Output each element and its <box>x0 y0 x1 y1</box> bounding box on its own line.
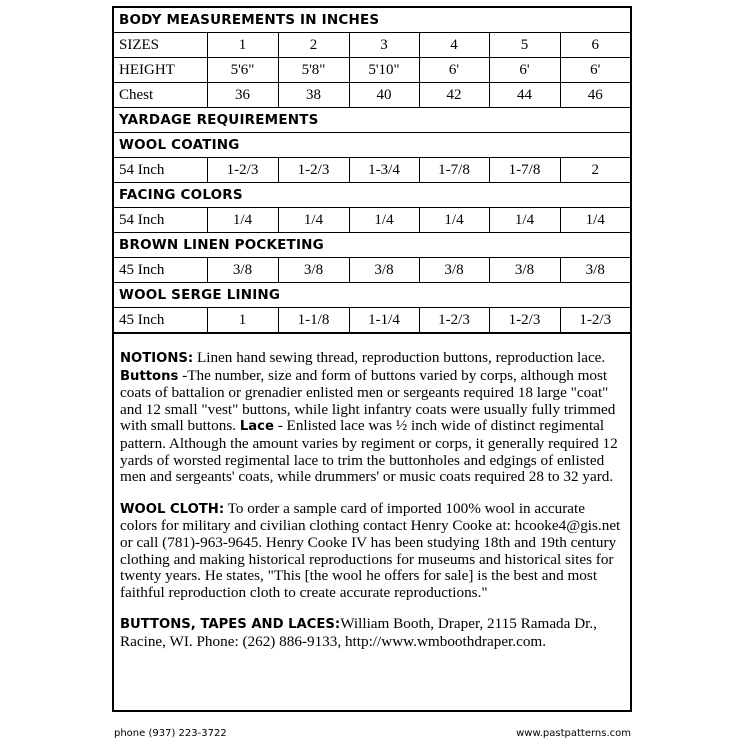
wool-serge-lining-heading: WOOL SERGE LINING <box>114 283 630 308</box>
table-cell: 38 <box>278 83 349 108</box>
table-cell: 46 <box>560 83 630 108</box>
table-cell: 1-7/8 <box>489 158 560 183</box>
table-cell: 2 <box>278 33 349 58</box>
table-cell: 1/4 <box>560 208 630 233</box>
facing-colors-heading: FACING COLORS <box>114 183 630 208</box>
table-cell: 42 <box>419 83 489 108</box>
sizes-row <box>114 33 630 58</box>
table-cell: 1-2/3 <box>207 158 278 183</box>
fabric-width-label: 54 Inch <box>114 208 207 233</box>
table-cell: 1-1/8 <box>278 308 349 334</box>
row-label: Chest <box>114 83 207 108</box>
yardage-requirements-heading: YARDAGE REQUIREMENTS <box>114 108 630 133</box>
fabric-width-label: 45 Inch <box>114 308 207 334</box>
table-cell: 1/4 <box>278 208 349 233</box>
notes-section <box>120 350 625 666</box>
table-cell: 3/8 <box>278 258 349 283</box>
height-row <box>114 58 630 83</box>
pattern-info-panel <box>112 6 632 712</box>
yardage-row <box>114 208 630 233</box>
fabric-width-label: 54 Inch <box>114 158 207 183</box>
brown-linen-pocketing-heading: BROWN LINEN POCKETING <box>114 233 630 258</box>
fabric-width-label: 45 Inch <box>114 258 207 283</box>
table-cell: 3/8 <box>349 258 419 283</box>
measurements-table <box>114 8 630 334</box>
footer-phone: phone (937) 223-3722 <box>114 728 227 739</box>
table-cell: 4 <box>419 33 489 58</box>
table-cell: 1/4 <box>349 208 419 233</box>
table-cell: 5'10" <box>349 58 419 83</box>
buttons-tapes-paragraph <box>120 616 625 650</box>
table-heading-row <box>114 8 630 33</box>
table-cell: 3/8 <box>207 258 278 283</box>
yardage-row <box>114 308 630 334</box>
buttons-text: -The number, size and form of buttons varied by corps, although most coats of battalion or grenadier enlisted men or sergeants required 18 large "coat" and 12 small "vest" buttons, while light infantry coats were usually fully trimmed with small buttons. <box>120 366 616 435</box>
yardage-row <box>114 158 630 183</box>
buttons-label: Buttons <box>120 368 179 384</box>
table-cell: 6' <box>419 58 489 83</box>
wool-cloth-paragraph <box>120 501 625 602</box>
wool-cloth-title: WOOL CLOTH: <box>120 501 225 517</box>
wool-cloth-text: To order a sample card of imported 100% wool in accurate colors for military and civilian clothing contact Henry Cooke at: hcooke4@gis.net or call (781)-963-9645. Henry Cooke IV has been studying 18th and 19th century clothing and making historical reproductions for museums and historical sites for twenty years. He states, "This [the wool he offers for sale] is the best and most faithful reproduction cloth to create accurate reproductions." <box>120 499 621 601</box>
table-cell: 3/8 <box>489 258 560 283</box>
notions-intro: Linen hand sewing thread, reproduction buttons, reproduction lace. <box>193 349 606 366</box>
yardage-row <box>114 258 630 283</box>
body-measurements-heading: BODY MEASUREMENTS IN INCHES <box>114 8 630 33</box>
section-heading-row <box>114 233 630 258</box>
lace-label: Lace <box>239 419 274 435</box>
section-heading-row <box>114 283 630 308</box>
table-cell: 1-2/3 <box>278 158 349 183</box>
table-cell: 1/4 <box>207 208 278 233</box>
table-cell: 1 <box>207 308 278 334</box>
table-cell: 6' <box>560 58 630 83</box>
table-cell: 5'6" <box>207 58 278 83</box>
table-cell: 1-2/3 <box>560 308 630 334</box>
row-label: HEIGHT <box>114 58 207 83</box>
table-cell: 5'8" <box>278 58 349 83</box>
buttons-tapes-title: BUTTONS, TAPES AND LACES: <box>120 617 341 633</box>
table-cell: 44 <box>489 83 560 108</box>
lace-text: - Enlisted lace was ½ inch wide of distinct regimental pattern. Although the amount varies by regiment or corps, it generally required 12 yards of worsted regimental lace to trim the buttonholes and edgings of enlisted men and sergeants' coats, while drummers' or music coats required 28 to 32 yard. <box>120 417 618 486</box>
yardage-heading-row <box>114 108 630 133</box>
table-cell: 2 <box>560 158 630 183</box>
chest-row <box>114 83 630 108</box>
section-heading-row <box>114 183 630 208</box>
notions-paragraph <box>120 350 625 486</box>
table-cell: 3/8 <box>560 258 630 283</box>
wool-coating-heading: WOOL COATING <box>114 133 630 158</box>
table-cell: 1-2/3 <box>489 308 560 334</box>
table-cell: 1 <box>207 33 278 58</box>
table-cell: 1-2/3 <box>419 308 489 334</box>
table-cell: 6 <box>560 33 630 58</box>
section-heading-row <box>114 133 630 158</box>
table-cell: 3/8 <box>419 258 489 283</box>
table-cell: 3 <box>349 33 419 58</box>
buttons-tapes-text: William Booth, Draper, 2115 Ramada Dr., Racine, WI. Phone: (262) 886-9133, http://www.wmboothdraper.com. <box>120 615 597 650</box>
table-cell: 6' <box>489 58 560 83</box>
table-cell: 36 <box>207 83 278 108</box>
table-cell: 1/4 <box>419 208 489 233</box>
row-label: SIZES <box>114 33 207 58</box>
notions-title: NOTIONS: <box>120 351 194 366</box>
table-cell: 1-3/4 <box>349 158 419 183</box>
table-cell: 1-7/8 <box>419 158 489 183</box>
table-cell: 1-1/4 <box>349 308 419 334</box>
table-cell: 40 <box>349 83 419 108</box>
footer-website: www.pastpatterns.com <box>516 728 631 739</box>
table-cell: 1/4 <box>489 208 560 233</box>
table-cell: 5 <box>489 33 560 58</box>
